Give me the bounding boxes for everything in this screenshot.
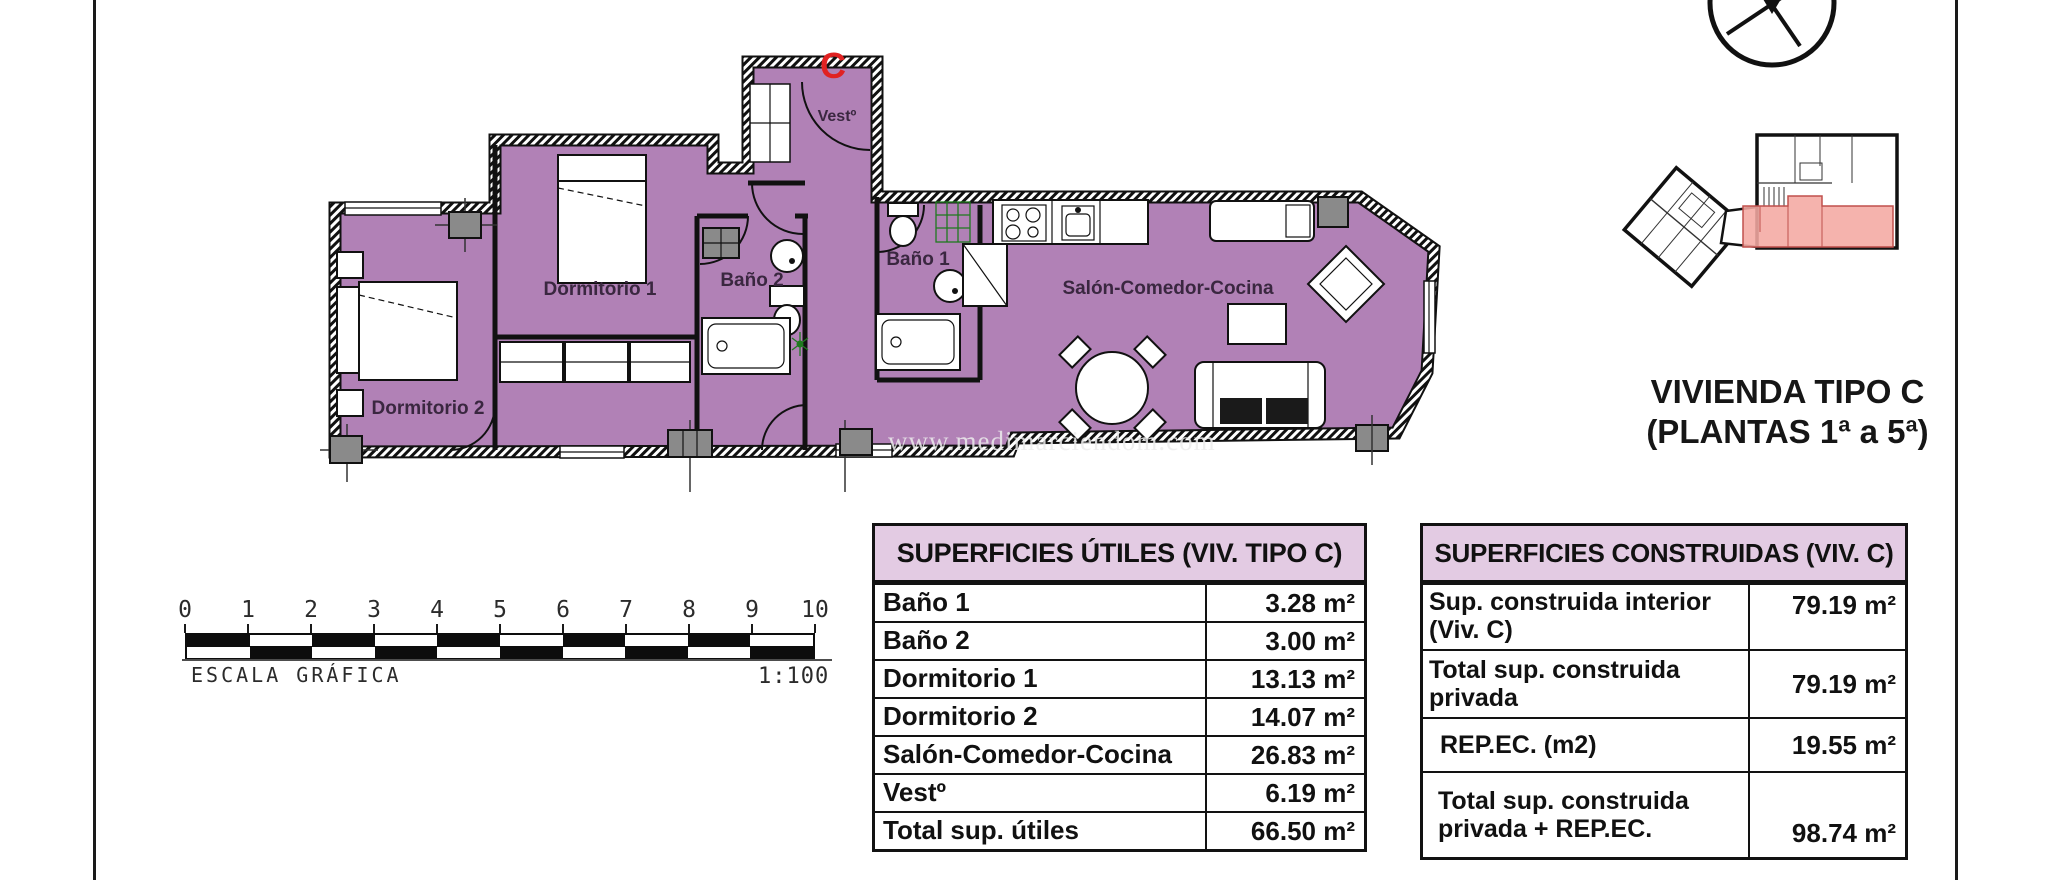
table-title: SUPERFICIES CONSTRUIDAS (VIV. C) [1423,526,1905,583]
scale-tick-label: 4 [430,597,444,623]
row-value: 6.19 m² [1205,775,1364,811]
row-value: 14.07 m² [1205,699,1364,735]
row-value: 26.83 m² [1205,737,1364,773]
table-row [1423,583,1905,649]
table-row [1423,771,1905,857]
room-label-bano2: Baño 2 [720,270,784,291]
scale-tick-label: 6 [556,597,570,623]
watermark-text: www.medimarciendom.com [888,426,1216,456]
scale-tick-label: 1 [241,597,255,623]
scale-tick-label: 8 [682,597,696,623]
table-row [875,583,1364,621]
row-value: 19.55 m² [1748,719,1905,771]
compass-icon [1700,0,1845,72]
graphic-scale [178,597,845,692]
row-value: 98.74 m² [1748,773,1905,857]
scale-bar-checker [185,633,815,659]
table-title: SUPERFICIES ÚTILES (VIV. TIPO C) [875,526,1364,583]
table-row [875,811,1364,849]
room-label-salon: Salón-Comedor-Cocina [1062,278,1274,299]
useful-areas-table [872,523,1367,852]
room-label-bano1: Baño 1 [886,249,950,270]
scale-label: ESCALA GRÁFICA [191,663,402,687]
bed-dormitorio1 [558,155,646,283]
scale-tick-label: 2 [304,597,318,623]
row-label: Total sup. construida privada + REP.EC. [1438,787,1689,843]
row-value: 3.00 m² [1205,623,1364,659]
scale-tick-label: 5 [493,597,507,623]
coffee-table [1228,304,1286,344]
row-label: Total sup. útiles [883,815,1079,846]
row-label: Sup. construida interior (Viv. C) [1429,588,1711,644]
unit-title [1615,372,1960,452]
built-areas-table [1420,523,1908,860]
row-value: 79.19 m² [1748,651,1905,717]
row-label: Baño 1 [883,587,970,618]
row-label: Baño 2 [883,625,970,656]
row-value: 79.19 m² [1748,585,1905,649]
row-label: Total sup. construida privada [1429,656,1680,712]
row-label: Dormitorio 2 [883,701,1038,732]
floorplan-drawing [320,40,1490,492]
scale-ratio: 1:100 [758,664,830,689]
scale-tick-label: 3 [367,597,381,623]
row-label: Vestº [883,777,946,808]
row-value: 66.50 m² [1205,813,1364,849]
scale-tick-label: 0 [178,597,192,623]
location-key-plan [1612,112,1912,307]
table-row [875,659,1364,697]
table-row [1423,717,1905,771]
table-row [1423,649,1905,717]
scale-tick-label: 7 [619,597,633,623]
room-label-vest: Vestº [817,108,857,125]
sofa [1195,362,1325,428]
unit-title-line1: VIVIENDA TIPO C [1650,373,1925,410]
unit-letter-label: C [820,45,846,86]
row-value: 13.13 m² [1205,661,1364,697]
table-row [875,735,1364,773]
scale-baseline [182,659,832,661]
scale-tick-label: 10 [801,597,829,623]
sheet-border-left [93,0,96,880]
table-row [875,697,1364,735]
scale-tick-label: 9 [745,597,759,623]
room-label-dormitorio2: Dormitorio 2 [371,398,485,419]
row-label: REP.EC. (m2) [1440,731,1597,759]
table-row [875,621,1364,659]
unit-title-line2: (PLANTAS 1ª a 5ª) [1646,413,1929,450]
room-label-dormitorio1: Dormitorio 1 [543,279,657,300]
row-label: Dormitorio 1 [883,663,1038,694]
wardrobe-row [500,342,690,382]
row-value: 3.28 m² [1205,585,1364,621]
row-label: Salón-Comedor-Cocina [883,739,1172,770]
table-row [875,773,1364,811]
